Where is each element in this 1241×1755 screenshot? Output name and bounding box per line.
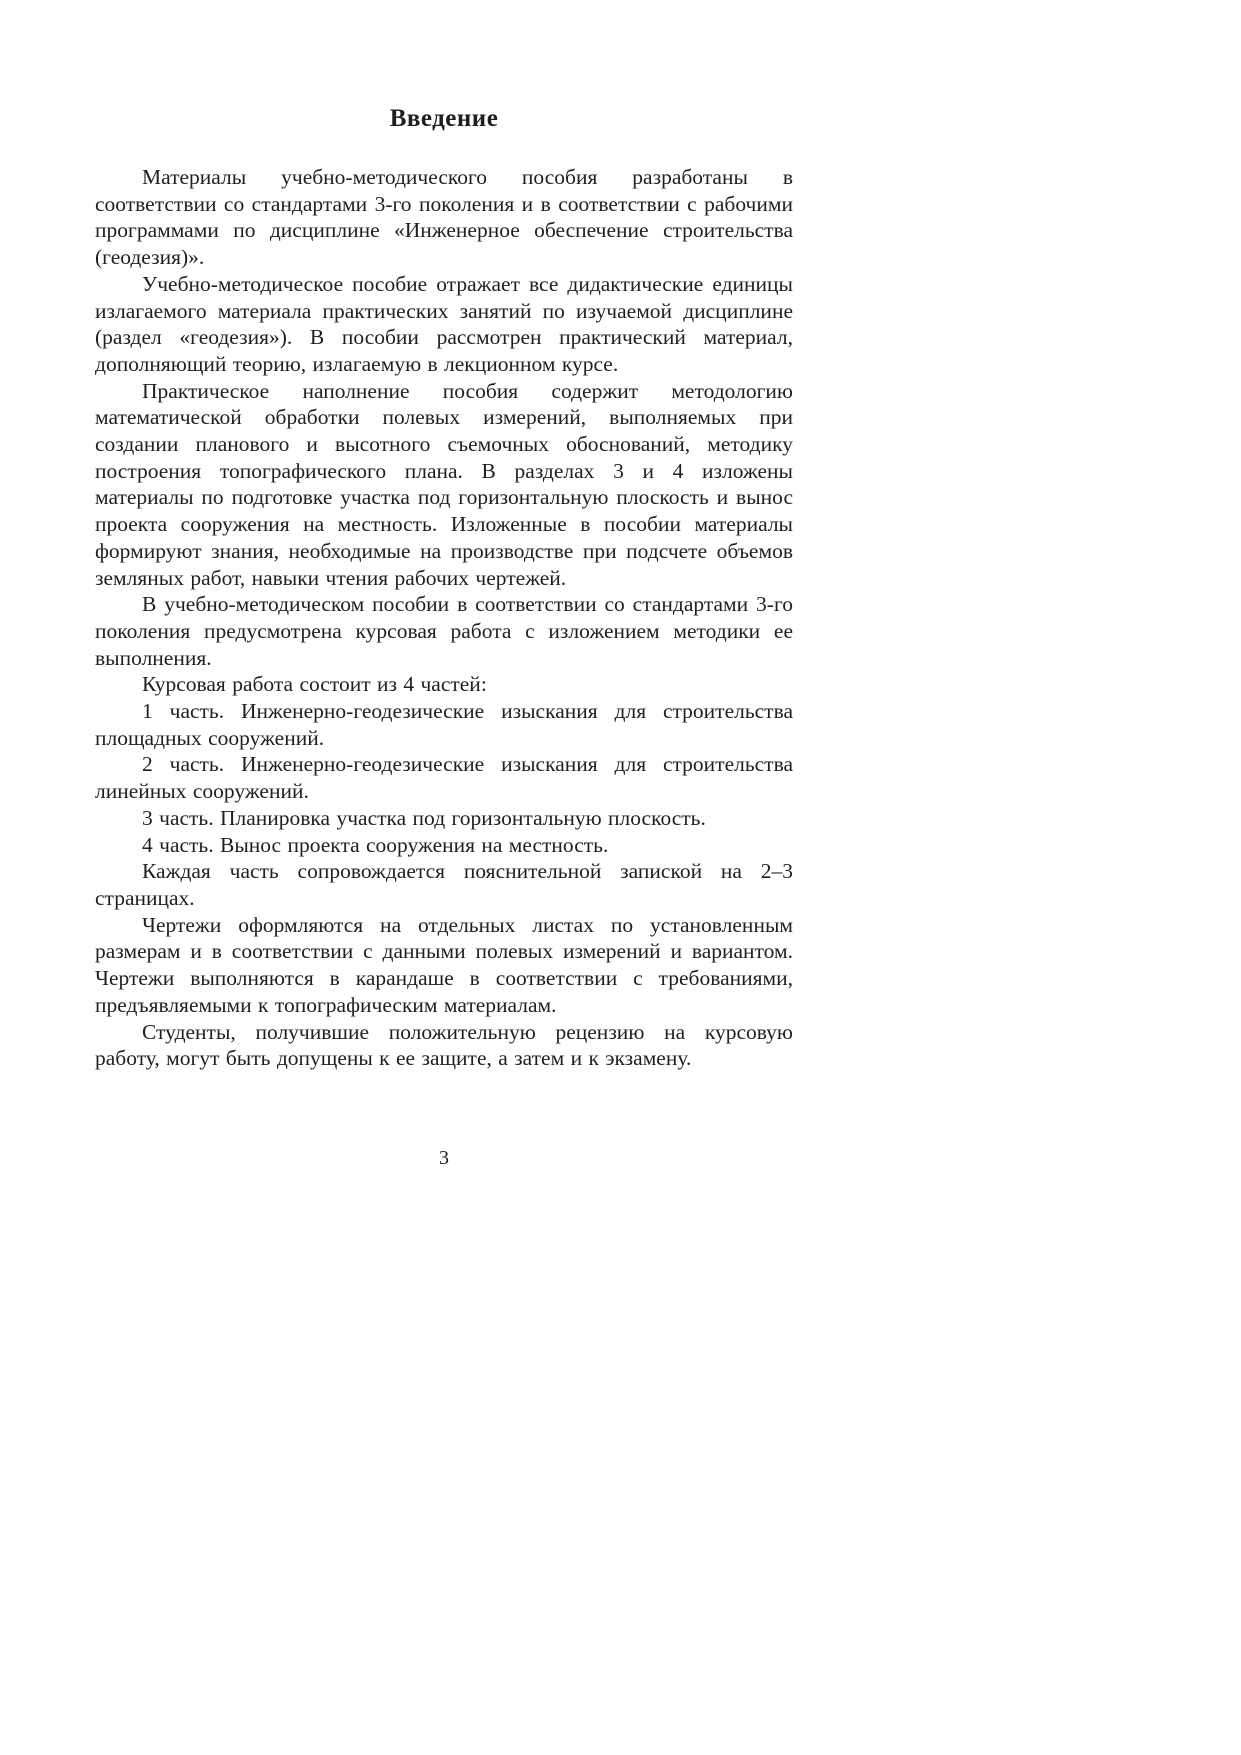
paragraph: 1 часть. Инженерно-геодезические изыскания для строительства площадных сооружений. [95, 699, 793, 750]
paragraph: Каждая часть сопровождается пояснительной запиской на 2–3 страницах. [95, 859, 793, 910]
text-column [95, 104, 793, 1072]
paragraph: Курсовая работа состоит из 4 частей: [142, 672, 487, 697]
paragraph: Практическое наполнение пособия содержит методологию математической обработки полевых измерений, выполняемых при создании планового и высотного съемочных обоснований, методику построения топографического плана. В разделах 3 и 4 изложены материалы по подготовке участка под горизонтальную плоскость и вынос проекта сооружения на местность. Изложенные в пособии материалы формируют знания, необходимые на производстве при подсчете объемов земляных работ, навыки чтения рабочих чертежей. [95, 378, 793, 590]
paragraph: 2 часть. Инженерно-геодезические изыскания для строительства линейных сооружений. [95, 752, 793, 804]
page-number: 3 [439, 1147, 449, 1169]
paragraph: Учебно-методическое пособие отражает все дидактические единицы излагаемого материала практических занятий по изучаемой дисциплине (раздел «геодезия»). В пособии рассмотрен практический материал, дополняющий теорию, излагаемую в лекционном курсе. [95, 271, 793, 376]
paragraph: 4 часть. Вынос проекта сооружения на местность. [142, 832, 609, 857]
body-text [95, 164, 793, 1072]
paragraph: 3 часть. Планировка участка под горизонтальную плоскость. [142, 805, 706, 830]
paragraph: Студенты, получившие положительную рецензию на курсовую работу, могут быть допущены к ее защите, а затем и к экзамену. [95, 1019, 793, 1071]
page-title: Введение [389, 105, 499, 132]
paragraph: В учебно-методическом пособии в соответствии со стандартами 3-го поколения предусмотрена курсовая работа с изложением методики ее выполнения. [95, 592, 793, 670]
paragraph: Материалы учебно-методического пособия разработаны в соответствии со стандартами 3-го поколения и в соответствии с рабочими программами по дисциплине «Инженерное обеспечение строительства (геодезия)». [95, 165, 793, 270]
paragraph: Чертежи оформляются на отдельных листах по установленным размерам и в соответствии с данными полевых измерений и вариантом. Чертежи выполняются в карандаше в соответствии с требованиями, предъявляемыми к топографическим материалам. [95, 912, 793, 1017]
